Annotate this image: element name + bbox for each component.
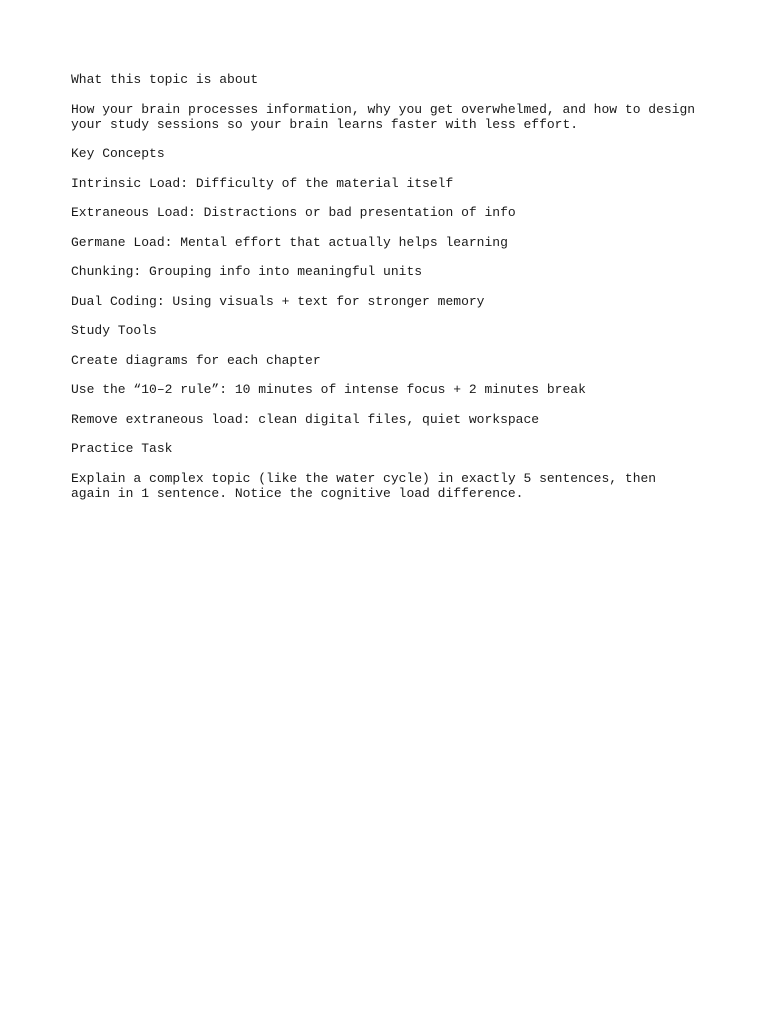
concept-germane-load: Germane Load: Mental effort that actually helps learning [71, 234, 508, 250]
tool-10-2-rule: Use the “10–2 rule”: 10 minutes of intense focus + 2 minutes break [71, 382, 586, 397]
concept-chunking: Chunking: Grouping info into meaningful units [71, 264, 423, 279]
section-heading: Key Concepts [71, 146, 165, 161]
section-heading: Practice Task [71, 441, 173, 456]
section-about [71, 72, 703, 132]
section-study-tools [71, 323, 696, 427]
body-paragraph: How your brain processes information, why you get overwhelmed, and how to design your study sessions so your brain learns faster with less effort. [71, 101, 703, 132]
tool-remove-extraneous-load: Remove extraneous load: clean digital files, quiet workspace [71, 411, 540, 427]
section-practice-task [71, 441, 696, 501]
section-heading: What this topic is about [71, 72, 259, 87]
practice-task-paragraph: Explain a complex topic (like the water cycle) in exactly 5 sentences, then again in 1 sentence. Notice the cognitive load difference. [71, 470, 664, 501]
section-key-concepts [71, 146, 696, 309]
tool-diagrams: Create diagrams for each chapter [71, 352, 321, 368]
concept-extraneous-load: Extraneous Load: Distractions or bad presentation of info [71, 205, 516, 220]
concept-intrinsic-load: Intrinsic Load: Difficulty of the material itself [71, 175, 454, 191]
concept-dual-coding: Dual Coding: Using visuals + text for stronger memory [71, 293, 485, 309]
section-heading: Study Tools [71, 323, 157, 338]
